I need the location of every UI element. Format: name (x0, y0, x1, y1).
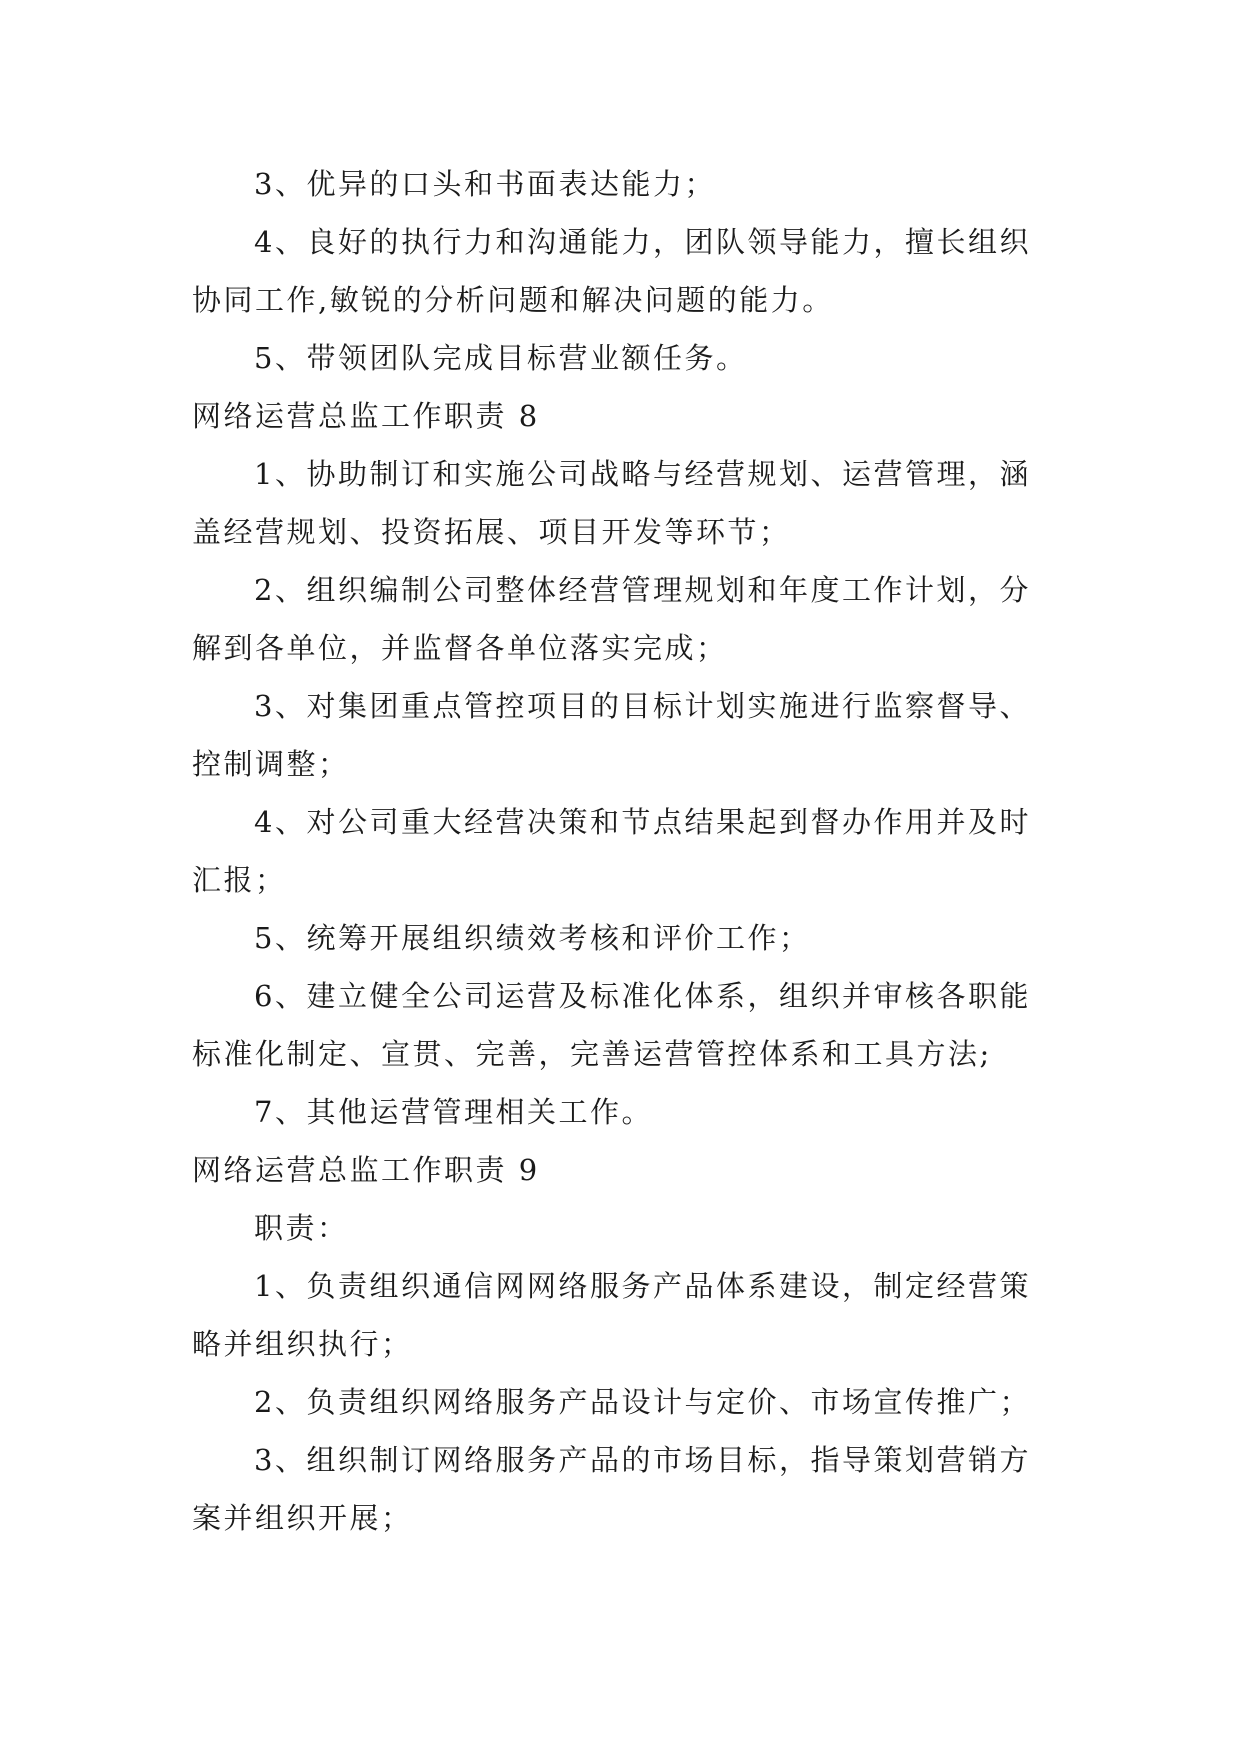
subheading: 职责： (254, 1211, 349, 1245)
paragraph: 3、优异的口头和书面表达能力； (254, 167, 716, 201)
paragraph: 6、建立健全公司运营及标准化体系，组织并审核各职能标准化制定、宣贯、完善，完善运营管控体系和工具方法; (192, 979, 1031, 1071)
document-body (192, 155, 1052, 1547)
paragraph: 3、组织制订网络服务产品的市场目标，指导策划营销方案并组织开展； (192, 1443, 1031, 1535)
section-heading: 网络运营总监工作职责 9 (192, 1153, 540, 1187)
paragraph: 2、负责组织网络服务产品设计与定价、市场宣传推广； (254, 1385, 1031, 1419)
paragraph: 4、对公司重大经营决策和节点结果起到督办作用并及时汇报； (192, 805, 1031, 897)
paragraph: 1、协助制订和实施公司战略与经营规划、运营管理，涵盖经营规划、投资拓展、项目开发等环节； (192, 457, 1031, 549)
paragraph: 3、对集团重点管控项目的目标计划实施进行监察督导、控制调整； (192, 689, 1031, 781)
section-heading: 网络运营总监工作职责 8 (192, 399, 540, 433)
paragraph: 7、其他运营管理相关工作。 (254, 1095, 653, 1129)
paragraph: 4、良好的执行力和沟通能力，团队领导能力，擅长组织协同工作,敏锐的分析问题和解决问题的能力。 (192, 225, 1031, 317)
paragraph: 2、组织编制公司整体经营管理规划和年度工作计划，分解到各单位，并监督各单位落实完成； (192, 573, 1031, 665)
paragraph: 5、带领团队完成目标营业额任务。 (254, 341, 748, 375)
paragraph: 1、负责组织通信网网络服务产品体系建设，制定经营策略并组织执行； (192, 1269, 1031, 1361)
paragraph: 5、统筹开展组织绩效考核和评价工作； (254, 921, 811, 955)
